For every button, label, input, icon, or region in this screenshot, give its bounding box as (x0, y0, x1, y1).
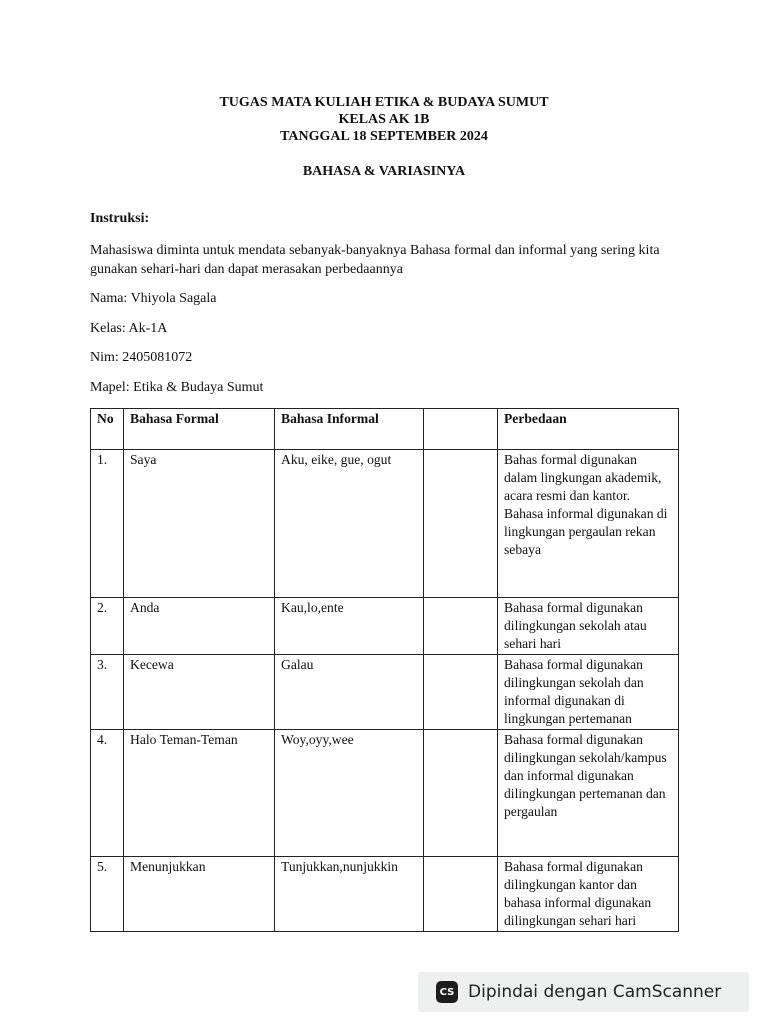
table-row (91, 655, 679, 730)
field-nama: Nama: Vhiyola Sagala (90, 291, 217, 306)
cell-perbedaan: Bahasa formal digunakan dilingkungan sekolah dan informal digunakan di lingkungan pertemanan (498, 655, 679, 730)
camscanner-watermark (418, 972, 749, 1012)
cell-no: 5. (91, 857, 124, 932)
field-nim: Nim: 2405081072 (90, 350, 193, 365)
cell-no: 4. (91, 730, 124, 857)
table-row (91, 730, 679, 857)
table-row (91, 450, 679, 598)
cell-extra (424, 655, 498, 730)
header-perbedaan: Perbedaan (498, 409, 679, 450)
table-header-row (91, 409, 679, 450)
instruction-text: Mahasiswa diminta untuk mendata sebanyak-banyaknya Bahasa formal dan informal yang sering kita gunakan sehari-hari dan dapat merasakan perbedaannya (90, 243, 660, 277)
field-kelas: Kelas: Ak-1A (90, 321, 168, 336)
cell-extra (424, 857, 498, 932)
cell-informal: Tunjukkan,nunjukkin (275, 857, 424, 932)
header-no: No (91, 409, 124, 450)
cell-extra (424, 598, 498, 655)
header-empty (424, 409, 498, 450)
cell-perbedaan: Bahasa formal digunakan dilingkungan sekolah atau sehari hari (498, 598, 679, 655)
cell-formal: Halo Teman-Teman (124, 730, 275, 857)
table-row (91, 598, 679, 655)
cell-no: 3. (91, 655, 124, 730)
instruction-heading: Instruksi: (90, 211, 150, 226)
cell-extra (424, 450, 498, 598)
cell-informal: Galau (275, 655, 424, 730)
field-mapel: Mapel: Etika & Budaya Sumut (90, 380, 264, 395)
header-date: TANGGAL 18 SEPTEMBER 2024 (280, 129, 488, 144)
language-variation-table (90, 408, 679, 932)
header-bahasa-formal: Bahasa Formal (124, 409, 275, 450)
cell-perbedaan: Bahasa formal digunakan dilingkungan sekolah/kampus dan informal digunakan dilingkungan pertemanan dan pergaulan (498, 730, 679, 857)
cell-formal: Anda (124, 598, 275, 655)
camscanner-label: Dipindai dengan CamScanner (468, 982, 722, 1002)
table-row (91, 857, 679, 932)
header-class: KELAS AK 1B (338, 112, 430, 127)
camscanner-logo-icon: CS (436, 981, 458, 1003)
document-header (0, 94, 768, 145)
cell-no: 1. (91, 450, 124, 598)
header-course: TUGAS MATA KULIAH ETIKA & BUDAYA SUMUT (219, 95, 549, 110)
cell-no: 2. (91, 598, 124, 655)
cell-extra (424, 730, 498, 857)
cell-perbedaan: Bahas formal digunakan dalam lingkungan akademik, acara resmi dan kantor. Bahasa informal digunakan di lingkungan pergaulan rekan sebaya (498, 450, 679, 598)
cell-perbedaan: Bahasa formal digunakan dilingkungan kantor dan bahasa informal digunakan dilingkungan sehari hari (498, 857, 679, 932)
cell-formal: Menunjukkan (124, 857, 275, 932)
cell-formal: Saya (124, 450, 275, 598)
header-bahasa-informal: Bahasa Informal (275, 409, 424, 450)
cell-informal: Woy,oyy,wee (275, 730, 424, 857)
cell-formal: Kecewa (124, 655, 275, 730)
cell-informal: Aku, eike, gue, ogut (275, 450, 424, 598)
document-subtitle: BAHASA & VARIASINYA (302, 164, 466, 179)
cell-informal: Kau,lo,ente (275, 598, 424, 655)
